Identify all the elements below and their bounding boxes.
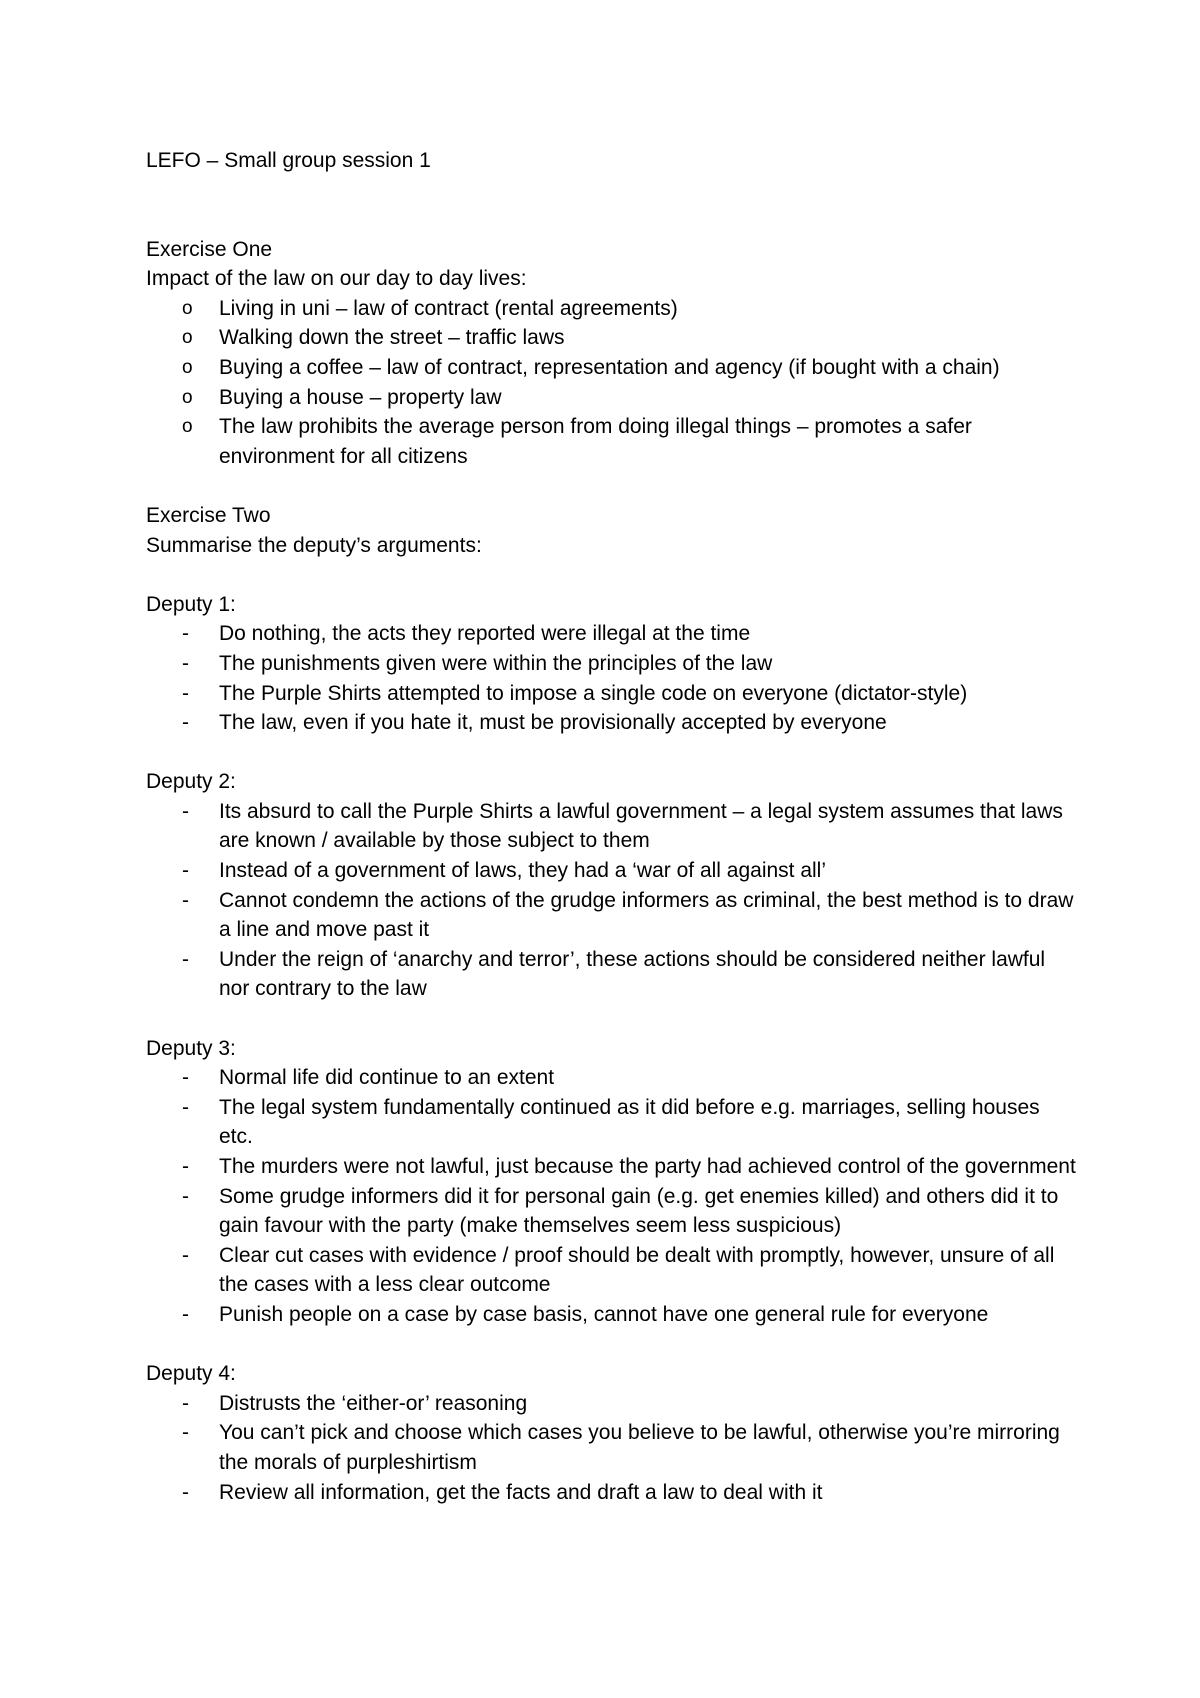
dash-icon: - [182, 622, 189, 646]
exercise-two-heading: Exercise Two [146, 503, 271, 527]
list-item [146, 1182, 1076, 1241]
list-item [146, 649, 1076, 679]
list-item-text: Buying a coffee – law of contract, representation and agency (if bought with a chain) [219, 355, 1000, 379]
spacer [146, 176, 1076, 235]
list-item [146, 1389, 1076, 1419]
list-item-text: Some grudge informers did it for personal gain (e.g. get enemies killed) and others did it to gain favour with the party (make themselves seem less suspicious) [219, 1184, 1059, 1238]
exercise-one-list [146, 294, 1076, 472]
dash-icon: - [182, 1302, 189, 1326]
deputy-1-list [146, 619, 1076, 737]
dash-icon: - [182, 799, 189, 823]
exercise-one-prompt: Impact of the law on our day to day lives: [146, 267, 527, 291]
bullet-icon: o [182, 327, 193, 349]
bullet-icon: o [182, 416, 193, 438]
list-item-text: Do nothing, the acts they reported were illegal at the time [219, 622, 751, 646]
bullet-icon: o [182, 386, 193, 408]
list-item [146, 945, 1076, 1004]
deputy-4-list [146, 1389, 1076, 1507]
exercise-one-section [146, 235, 1076, 472]
list-item [146, 886, 1076, 945]
list-item-text: Instead of a government of laws, they had a ‘war of all against all’ [219, 859, 827, 883]
list-item-text: Distrusts the ‘either-or’ reasoning [219, 1391, 528, 1415]
deputy-4-label: Deputy 4: [146, 1362, 236, 1386]
dash-icon: - [182, 711, 189, 735]
list-item [146, 294, 1076, 324]
list-item-text: Walking down the street – traffic laws [219, 326, 565, 350]
list-item [146, 797, 1076, 856]
bullet-icon: o [182, 356, 193, 378]
list-item [146, 1152, 1076, 1182]
list-item [146, 383, 1076, 413]
deputy-2-block [146, 767, 1076, 1004]
deputy-2-list [146, 797, 1076, 1004]
dash-icon: - [182, 681, 189, 705]
bullet-icon: o [182, 297, 193, 319]
list-item-text: The punishments given were within the principles of the law [219, 651, 773, 675]
deputy-4-block [146, 1359, 1076, 1507]
exercise-one-heading: Exercise One [146, 237, 273, 261]
list-item-text: You can’t pick and choose which cases you believe to be lawful, otherwise you’re mirroring the morals of purpleshirtism [219, 1421, 1060, 1474]
document-body [146, 146, 1076, 1507]
dash-icon: - [182, 1184, 189, 1208]
list-item [146, 1418, 1076, 1477]
deputy-3-list [146, 1063, 1076, 1329]
list-item-text: The legal system fundamentally continued as it did before e.g. marriages, selling houses etc. [219, 1095, 1040, 1149]
list-item-text: Normal life did continue to an extent [219, 1066, 555, 1090]
list-item [146, 679, 1076, 709]
list-item [146, 323, 1076, 353]
dash-icon: - [182, 1095, 189, 1119]
dash-icon: - [182, 651, 189, 675]
spacer [146, 738, 1076, 768]
spacer [146, 1330, 1076, 1360]
list-item-text: Buying a house – property law [219, 385, 502, 409]
list-item-text: Cannot condemn the actions of the grudge informers as criminal, the best method is to draw a line and move past it [219, 888, 1074, 942]
document-title: LEFO – Small group session 1 [146, 149, 431, 172]
deputy-2-label: Deputy 2: [146, 770, 236, 794]
dash-icon: - [182, 1243, 189, 1267]
exercise-two-prompt: Summarise the deputy’s arguments: [146, 533, 482, 557]
deputy-3-label: Deputy 3: [146, 1036, 236, 1060]
deputy-3-block [146, 1034, 1076, 1330]
list-item-text: The law prohibits the average person from doing illegal things – promotes a safer environment for all citizens [219, 415, 972, 468]
list-item [146, 619, 1076, 649]
deputy-1-block [146, 590, 1076, 738]
list-item [146, 353, 1076, 383]
list-item-text: Clear cut cases with evidence / proof should be dealt with promptly, however, unsure of all the cases with a less clear outcome [219, 1243, 1055, 1297]
spacer [146, 560, 1076, 590]
list-item-text: Its absurd to call the Purple Shirts a lawful government – a legal system assumes that laws are known / available by those subject to them [219, 799, 1063, 853]
dash-icon: - [182, 1421, 189, 1445]
spacer [146, 1004, 1076, 1034]
deputy-1-label: Deputy 1: [146, 592, 236, 616]
list-item-text: The Purple Shirts attempted to impose a single code on everyone (dictator-style) [219, 681, 968, 705]
list-item [146, 1300, 1076, 1330]
dash-icon: - [182, 1391, 189, 1415]
list-item-text: Review all information, get the facts and draft a law to deal with it [219, 1480, 823, 1504]
exercise-two-section [146, 501, 1076, 1507]
list-item [146, 708, 1076, 738]
list-item-text: The murders were not lawful, just because the party had achieved control of the government [219, 1155, 1076, 1178]
list-item-text: The law, even if you hate it, must be provisionally accepted by everyone [219, 711, 887, 735]
list-item-text: Under the reign of ‘anarchy and terror’, these actions should be considered neither lawful nor contrary to the law [219, 947, 1046, 1001]
list-item [146, 412, 1076, 471]
dash-icon: - [182, 1480, 189, 1504]
list-item [146, 1093, 1076, 1152]
list-item [146, 1478, 1076, 1508]
dash-icon: - [182, 1155, 189, 1178]
list-item-text: Living in uni – law of contract (rental agreements) [219, 296, 678, 320]
dash-icon: - [182, 888, 189, 912]
list-item-text: Punish people on a case by case basis, cannot have one general rule for everyone [219, 1302, 989, 1326]
dash-icon: - [182, 1066, 189, 1090]
spacer [146, 471, 1076, 501]
list-item [146, 1063, 1076, 1093]
list-item [146, 1241, 1076, 1300]
dash-icon: - [182, 947, 189, 971]
dash-icon: - [182, 859, 189, 883]
list-item [146, 856, 1076, 886]
